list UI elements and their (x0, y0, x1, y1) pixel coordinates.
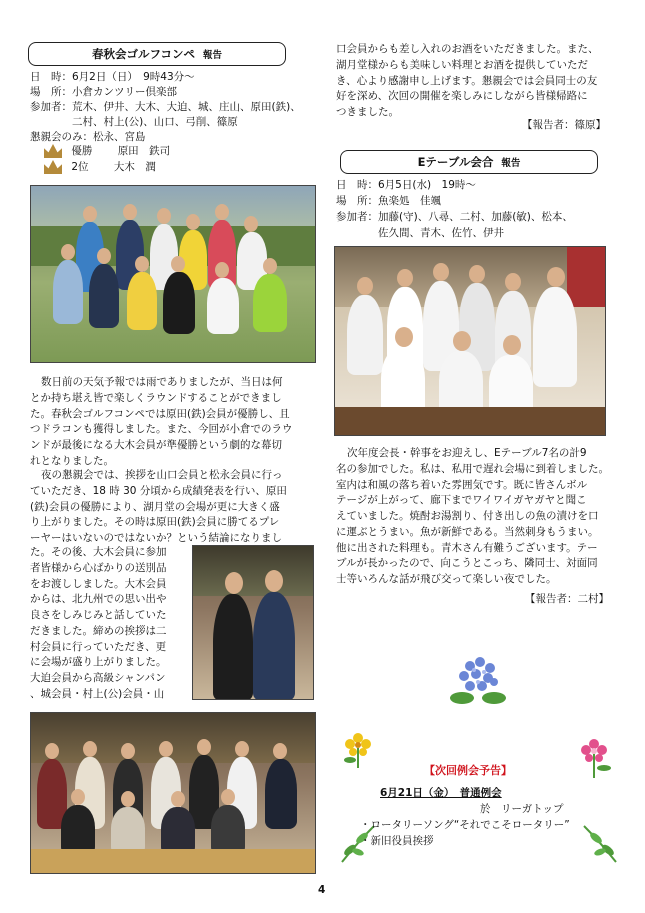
golf-para3-line: だきました。締めの挨拶は二 (30, 624, 167, 637)
winner-label: 優勝 (71, 145, 93, 157)
etable-title: Eテーブル会合 (417, 155, 494, 169)
winner-row (44, 144, 170, 160)
leaf-icon (578, 822, 622, 864)
next-meeting-date: 6月21日（金） 普通例会 (380, 787, 502, 799)
etable-participants-2: 佐久間、青木、佐竹、伊井 (378, 227, 504, 239)
golf-cont-line: つきました。 (336, 106, 399, 118)
golf-para1-line: 数日前の天気予報では雨でありましたが、当日は何 (41, 376, 283, 388)
golf-para3-line: 者皆様から心ばかりの送別品 (30, 561, 167, 574)
golf-title-box (28, 42, 286, 66)
etable-date: 日 時：6月5日(水) 19時～ (336, 179, 476, 191)
golf-continuation (336, 42, 622, 121)
etable-para-line: 士等いろんな話が飛び交って楽しい夜でした。 (336, 573, 557, 585)
etable-para-line: 次年度会長・幹事をお迎えし、Eテーブル7名の計9 (347, 447, 587, 459)
golf-para1-line: た。春秋会ゴルフコンペでは原田(鉄)会員が優勝し、且 (30, 407, 290, 420)
golf-para2-line: 夜の懇親会では、挨拶を山口会員と松永会員に行っ (41, 469, 283, 481)
golf-cont-line: 湖月堂様からも美味しい料理とお酒を提供していただ (336, 58, 588, 71)
etable-para-line: えていました。焼酎お湯割り、付き出しの魚の漬けを口 (336, 510, 599, 522)
golf-para2-line: り上がりました。その時は原田(鉄)会員に勝てるプレ (30, 516, 280, 529)
golf-para3-line: 、城会員・村上(公)会員・山 (30, 687, 165, 700)
golf-para3-line: 大迫会員から高級シャンパン (30, 672, 166, 684)
golf-place: 場 所：小倉カンツリー倶楽部 (30, 86, 177, 98)
second-row (44, 160, 156, 176)
golf-group-photo (30, 185, 316, 363)
page-number: 4 (318, 884, 326, 896)
golf-para1-line: ンドが最後になる大木会員が準優勝という劇的な幕切 (30, 439, 282, 451)
etable-para-line: に運ぶとうまい。魚が新鮮である。当然刺身もうまい。 (336, 525, 599, 538)
etable-para-line: 室内は和風の落ち着いた雰囲気です。既に皆さんボル (336, 478, 588, 491)
golf-paragraph-1 (30, 375, 318, 470)
golf-para3-line: 村会員に行っていただき、更 (30, 640, 167, 653)
reporter-nimura: 【報告者：二村】 (525, 593, 609, 605)
etable-para-line: テージが上がって、廊下までワイワイガヤガヤと聞こ (336, 494, 587, 507)
etable-group-photo (334, 246, 606, 436)
golf-paragraph-3 (30, 545, 190, 703)
golf-para3-line: た。その後、大木会員に参加 (30, 546, 167, 558)
golf-para1-line: つドラコンも獲得しました。また、今回が小倉でのラウ (30, 423, 293, 436)
golf-title: 春秋会ゴルフコンペ (92, 47, 195, 61)
pink-flower-icon (574, 736, 614, 780)
second-name: 大木 潤 (113, 161, 156, 173)
next-meeting-heading: 【次回例会予告】 (424, 764, 512, 777)
etable-title-tag: 報告 (501, 158, 521, 169)
golf-cont-line: 口会員からも差し入れのお酒をいただきました。また、 (336, 43, 599, 55)
golf-para1-line: とか持ち堪え皆で楽しくラウンドすることができまし (30, 391, 282, 404)
etable-para-line: 他に出された料理も。青木さん有難うございます。テー (336, 541, 598, 554)
hydrangea-icon (448, 652, 508, 710)
golf-cont-line: 好を深め、次回の開催を楽しみにしながら皆様帰路に (336, 90, 588, 103)
etable-place: 場 所：魚楽処 佳颯 (336, 195, 441, 207)
second-label: 2位 (71, 161, 89, 173)
crown-icon (44, 160, 62, 174)
next-meeting-item-2: ・新旧役員挨拶 (360, 835, 434, 847)
golf-para3-line: からは、北九州での思い出や (30, 593, 167, 606)
golf-para3-line: をお渡ししました。大木会員 (30, 577, 167, 590)
etable-para-line: ブルが長かったので、向こうとこっち、隣同士、対面同 (336, 557, 598, 570)
etable-paragraph (336, 446, 622, 588)
etable-title-box (340, 150, 598, 174)
reporter-shinohara: 【報告者：篠原】 (522, 119, 606, 131)
golf-para2-line: ていただき、18 時 30 分頃から成績発表を行い、原田 (30, 484, 287, 497)
crown-icon (44, 144, 62, 158)
etable-para-line: 名の参加でした。私は、私用で遅れ会場に到着しました。 (336, 462, 609, 475)
golf-paragraph-2 (30, 468, 318, 547)
farewell-photo (192, 545, 314, 700)
next-meeting-venue: 於 リーガトップ (480, 803, 564, 815)
golf-para1-line: れとなりました。 (30, 454, 114, 467)
golf-para2-line: (鉄)会員の優勝により、湖月堂の会場が更に大きく盛 (30, 500, 280, 513)
golf-para2-line: ーヤーはいないのではないか？という結論になりまし (30, 532, 282, 544)
golf-participants-1: 参加者：荒木、伊井、大木、大迫、城、庄山、原田(鉄)、 (30, 101, 301, 113)
etable-participants-1: 参加者：加藤(守)、八尋、二村、加藤(敏)、松本、 (336, 211, 573, 223)
golf-cont-line: き、心より感謝申し上げます。懇親会では会員同士の友 (336, 74, 598, 87)
golf-social-only: 懇親会のみ：松永、宮島 (30, 131, 146, 143)
yellow-flower-icon (340, 730, 376, 770)
golf-date: 日 時：6月2日（日） 9時43分～ (30, 71, 195, 83)
golf-dinner-photo (30, 712, 316, 874)
golf-para3-line: 良さをしみじみと話していた (30, 609, 167, 621)
golf-participants-2: 二村、村上(公)、山口、弓削、篠原 (72, 116, 238, 128)
winner-name: 原田 鉄司 (117, 145, 171, 157)
golf-para3-line: に会場が盛り上がりました。 (30, 656, 167, 669)
golf-title-tag: 報告 (202, 50, 222, 61)
next-meeting-item-1: ・ロータリーソング“それでこそロータリー” (360, 819, 570, 831)
